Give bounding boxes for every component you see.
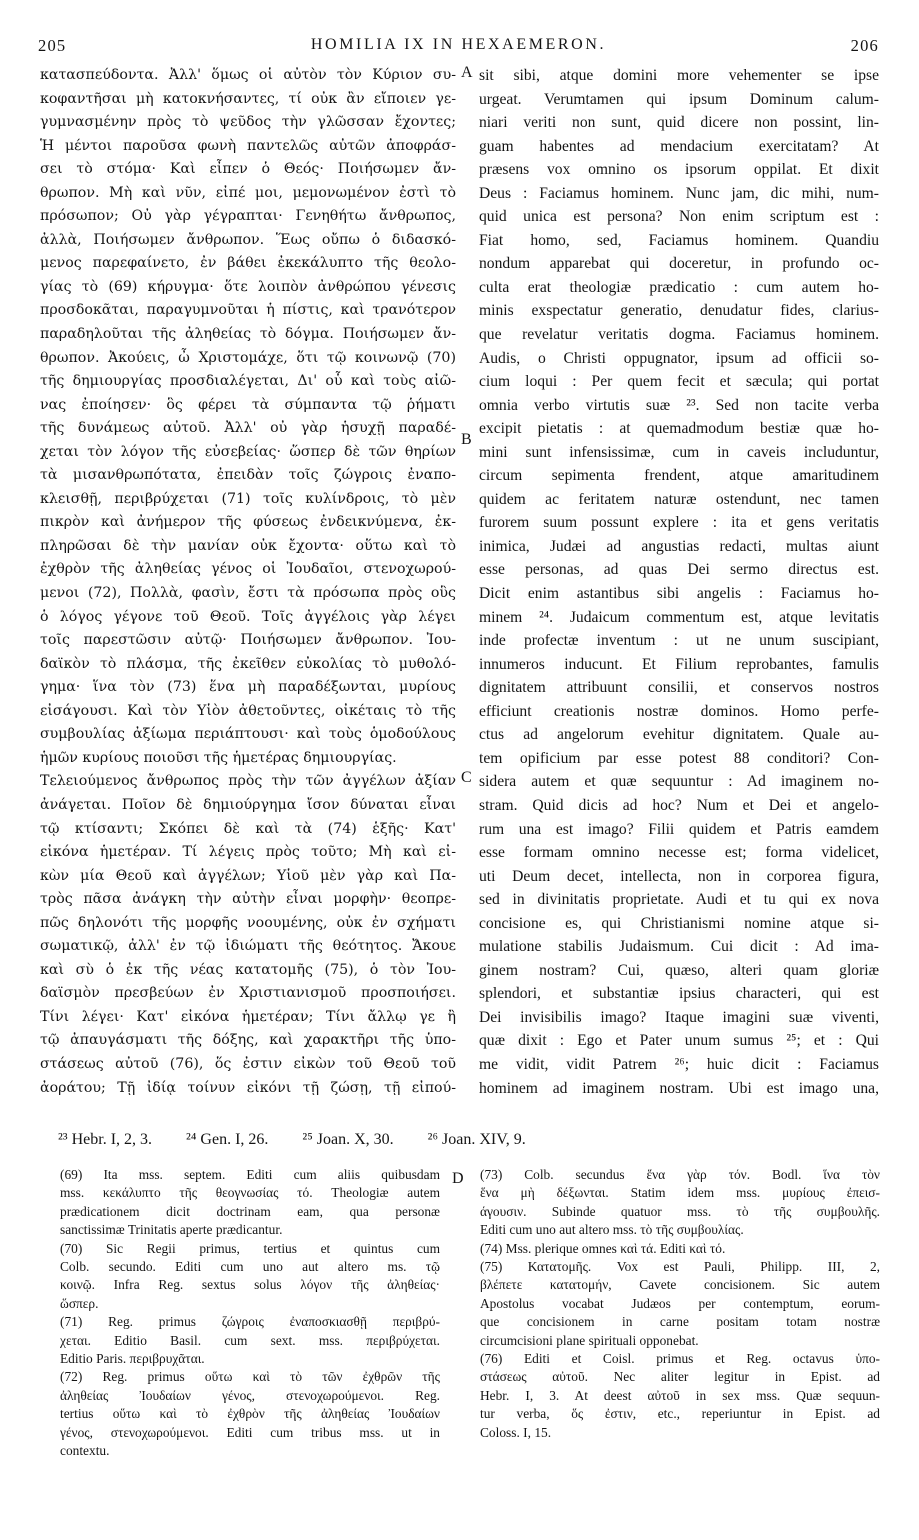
greek-text-line: τῆς δυνάμεως αὐτοῦ. Ἀλλ' οὐ γὰρ ἡσυχῇ παραδέ- xyxy=(40,420,456,437)
greek-text-line: εἰκόνα ἡμετέραν. Τί λέγεις πρὸς τοῦτο; Μὴ καὶ εἰ- xyxy=(40,844,456,861)
footnote-line: Colb. secundo. Editi cum uno aut altero ms. τῷ xyxy=(60,1259,440,1275)
scripture-ref-24: ²⁴ Gen. I, 26. xyxy=(186,1131,269,1148)
greek-text-line: στάσεως αὐτοῦ (76), ὅς ἐστιν εἰκὼν τοῦ Θεοῦ τοῦ xyxy=(40,1055,456,1072)
footnote-line: prædicationem dicit doctrinam eam, qua personæ xyxy=(60,1203,440,1219)
latin-text-line: Fiat homo, sed, Faciamus hominem. Quandiu xyxy=(479,231,879,249)
greek-text-line: κὼν μία Θεοῦ καὶ ἀγγέλων; Υἱοῦ μὲν γὰρ καὶ Πα- xyxy=(40,867,456,884)
latin-text-line: efficiunt creationis nostræ dominos. Homo perfe- xyxy=(479,702,879,720)
greek-text-line: νας ἐποίησεν· ὃς φέρει τὰ σύμπαντα τῷ ῥήματι xyxy=(40,396,456,413)
greek-text-line: χεται τὸν λόγον τῆς εὐσεβείας· ὥσπερ δὲ τῶν θηρίων xyxy=(40,443,456,460)
latin-text-line: me vidit, vidit Patrem ²⁶; huic dicit : Faciamus xyxy=(479,1055,879,1073)
footnotes-left xyxy=(60,1166,440,1461)
latin-text-line: nondum apparebat qui doceretur, in profundo oc- xyxy=(479,255,879,273)
footnote-line: tur verba, ὅς ἐστιν, etc., reperiuntur in Epist. ad xyxy=(480,1406,880,1422)
greek-text-line: ἐχθρὸν τῆς ἀληθείας γένος οἱ Ἰουδαῖοι, στενοχωρού- xyxy=(40,561,456,578)
section-marker-a: A xyxy=(461,64,473,81)
greek-text-line: συμβουλίας ἀξίωμα περιάπτουσι· καὶ τοὺς ὁμοδούλους xyxy=(40,726,456,743)
footnote-line: (72) Reg. primus οὕτω καὶ τὸ τῶν ἐχθρῶν τῆς xyxy=(60,1369,440,1385)
scripture-ref-26: ²⁶ Joan. XIV, 9. xyxy=(427,1131,526,1148)
greek-text-line: Τίνι λέγει· Κατ' εἰκόνα ἡμετέραν; Τίνι ἄλλῳ γε ἢ xyxy=(40,1008,456,1025)
latin-text-line: præsens vox omnino os ipsorum oppilat. Et dixit xyxy=(479,161,879,179)
latin-text-line: mini sunt infensissimæ, cum in caveis includuntur, xyxy=(479,443,879,461)
latin-text-line: quæ dixit : Ego et Pater unum sumus ²⁵; et : Qui xyxy=(479,1032,879,1050)
footnote-line: circumcisioni plane spirituali opponebat. xyxy=(480,1332,699,1348)
greek-text-line: τῷ ἀπαυγάσματι τῆς δόξης, καὶ χαρακτῆρι τῆς ὑπο- xyxy=(40,1032,456,1049)
greek-text-line: Ἡ μέντοι παροῦσα φωνὴ παντελῶς αὐτῶν ἀποφράσ- xyxy=(40,137,456,154)
latin-text-line: guam habentes ad mendacium exercitatam? At xyxy=(479,137,879,155)
latin-text-line: esse personas, ad quas Dei sermo directus est. xyxy=(479,561,879,579)
latin-text-line: Dicit enim astantibus sibi angelis : Faciamus ho- xyxy=(479,585,879,603)
greek-text-line: κοφαντῆσαι μὴ κατοκνήσαντες, τί οὐκ ἂν εἴποιεν γε- xyxy=(40,90,456,107)
footnote-line: Hebr. I, 3. At deest αὐτοῦ in sex mss. Quæ sequun- xyxy=(480,1387,880,1403)
greek-text-line: τοῖς παρεστῶσιν αὐτῷ· Ποιήσωμεν ἄνθρωπον. Ἰου- xyxy=(40,632,456,649)
greek-text-line: πληρῶσαι δὲ τὴν μανίαν οὐκ ἔχοντα· οὕτω καὶ τὸ xyxy=(40,537,456,554)
footnote-line: contextu. xyxy=(60,1443,110,1459)
footnote-line: στάσεως αὐτοῦ. Nec aliter legitur in Epist. ad xyxy=(480,1369,880,1385)
greek-text-line: θρωπον. Μὴ καὶ νῦν, εἰπέ μοι, μεμονωμένον ἐστὶ τὸ xyxy=(40,184,456,201)
greek-text-line: μενοι (72), Πολλὰ, φασὶν, ἔστι τὰ πρόσωπα πρὸς οὓς xyxy=(40,585,456,602)
footnote-line: (69) Ita mss. septem. Editi cum aliis quibusdam xyxy=(60,1167,440,1182)
scripture-references xyxy=(58,1131,879,1153)
greek-text-line: κατασπεύδοντα. Ἀλλ' ὅμως οἱ αὐτὸν τὸν Κύριον συ- xyxy=(40,67,456,83)
section-marker-d: D xyxy=(452,1170,464,1187)
greek-text-line: προσδοκᾶται, παραγυμνοῦται ἡ πίστις, καὶ τρανότερον xyxy=(40,302,456,319)
footnote-line: (73) Colb. secundus ἕνα γὰρ τόν. Bodl. ἵνα τὸν xyxy=(480,1167,880,1182)
greek-text-line: τῆς δημιουργίας προσδιαλέγεται, Δι' οὗ καὶ τοὺς αἰῶ- xyxy=(40,373,456,390)
footnote-line: que concisionem in carne positam totam nostræ xyxy=(480,1314,880,1330)
footnote-line: γένος, στενοχωρούμενοι. Editi cum tribus mss. ut in xyxy=(60,1424,440,1440)
latin-text-line: Dei invisibilis imago? Itaque imagini suæ viventi, xyxy=(479,1008,879,1026)
latin-text-line: quidem ac feritatem naturæ ostendunt, nec tamen xyxy=(479,490,879,508)
greek-text-line: δαϊσμὸν πρεσβεύων ἐν Χριστιανισμοῦ προσποιήσει. xyxy=(40,985,456,1002)
footnote-line: (70) Sic Regii primus, tertius et quintus cum xyxy=(60,1240,440,1256)
latin-text-line: ctus ad angelorum evehitur dignitatem. Quale au- xyxy=(479,726,879,744)
greek-text-line: τὰ μισανθρωπότατα, ἐπειδὰν τοῖς ζώγροις ἐναπο- xyxy=(40,467,456,484)
latin-text-line: culta erat theologiæ prædicatio : cum autem ho- xyxy=(479,278,879,296)
footnote-line: (76) Editi et Coisl. primus et Reg. octavus ὑπο- xyxy=(480,1351,880,1367)
latin-text-line: sidera autem et quæ sequuntur : Ad imaginem no- xyxy=(479,773,879,791)
latin-text-line: esse formam omnino necesse est; forma videlicet, xyxy=(479,844,879,862)
latin-text-line: innumeros inducunt. Et Filium reprobantes, famulis xyxy=(479,655,879,673)
latin-text-line: sed in divinitatis proprietate. Audi et tu qui ex nova xyxy=(479,891,879,909)
page-number-left: 205 xyxy=(38,36,67,55)
greek-text-line: πῶς δηλονότι τῆς μορφῆς νοουμένης, οὐκ ἐν σχήματι xyxy=(40,914,456,931)
greek-text-line: εἰσάγουσι. Καὶ τὸν Υἱὸν ἀθετοῦντες, οἰκέταις τὸ τῆς xyxy=(40,702,456,719)
footnote-line: ὥσπερ. xyxy=(60,1295,99,1311)
scripture-ref-25: ²⁵ Joan. X, 30. xyxy=(302,1131,394,1148)
latin-text-line: rum una est imago? Filii quidem et Patris eamdem xyxy=(479,820,879,838)
greek-text-line: κλεισθῇ, περιβρύχεται (71) τοῖς κυλίνδροις, τὸ μὲν xyxy=(40,490,456,507)
greek-text-line: δαϊκὸν τὸ πλάσμα, τῆς ἐκεῖθεν εὐκολίας τὸ μυθολό- xyxy=(40,655,456,672)
footnote-line: ἕνα μὴ δέξωνται. Statim idem mss. μυρίους ἐπεισ- xyxy=(480,1185,880,1201)
footnote-line: (75) Κατατομῆς. Vox est Pauli, Philipp. III, 2, xyxy=(480,1259,880,1275)
footnote-line: ἀληθείας Ἰουδαίων γένος, στενοχωρούμενοι. Reg. xyxy=(60,1387,440,1403)
greek-text-line: ἀοράτου; Τῇ ἰδίᾳ τοίνυν εἰκόνι τῇ ζώσῃ, τῇ εἰπού- xyxy=(40,1079,456,1096)
greek-text-line: καὶ σὺ ὁ ἐκ τῆς νέας κατατομῆς (75), ὁ τὸν Ἰου- xyxy=(40,961,456,978)
greek-text-line: γυμνασμένην πρὸς τὸ ψεῦδος τὴν γλῶσσαν ἔχοντες; xyxy=(40,114,456,131)
footnote-line: Coloss. I, 15. xyxy=(480,1424,552,1440)
latin-text-line: Deus : Faciamus hominem. Nunc jam, dic mihi, num- xyxy=(479,184,879,202)
latin-text-line: stram. Quid dicis ad hoc? Num et Dei et angelo- xyxy=(479,796,879,814)
latin-text-line: tem opificium par esse potest 88 conditori? Con- xyxy=(479,749,879,767)
latin-text-line: sit sibi, atque domini more vehementer se ipse xyxy=(479,67,879,84)
footnotes-right xyxy=(480,1166,880,1442)
footnote-line: (74) Mss. plerique omnes καὶ τά. Editi καὶ τό. xyxy=(480,1240,726,1256)
latin-text-line: excipit pietatis : at quemadmodum bestiæ quæ ho- xyxy=(479,420,879,438)
latin-text-line: que revelatur veritatis dogma. Faciamus hominem. xyxy=(479,326,879,344)
section-marker-c: C xyxy=(461,769,472,786)
greek-text-line: ἀλλὰ, Ποιήσωμεν ἄνθρωπον. Ἕως οὔπω ὁ διδασκό- xyxy=(40,231,456,248)
greek-text-line: θρωπον. Ἀκούεις, ὦ Χριστομάχε, ὅτι τῷ κοινωνῷ (70) xyxy=(40,349,456,366)
greek-text-line: σωματικῷ, ἀλλ' ἐν τῷ ἰδιώματι τῆς θεότητος. Ἄκουε xyxy=(40,938,456,955)
greek-text-line: γημα· ἵνα τὸν (73) ἕνα μὴ παραδέξωνται, μυρίους xyxy=(40,679,456,696)
latin-text-line: inde profectæ inventum : ut ne unum suscipiant, xyxy=(479,632,879,650)
footnote-line: χεται. Editio Basil. cum sext. mss. περιβρύχεται. xyxy=(60,1332,440,1348)
footnote-line: Editio Paris. περιβρυχᾶται. xyxy=(60,1351,205,1367)
greek-text-line: γίας τὸ (69) κήρυγμα· ὅτε λοιπὸν ἀνθρώπου γένεσις xyxy=(40,278,456,295)
latin-text-line: minem ²⁴. Judaicum commentum est, atque levitatis xyxy=(479,608,879,626)
latin-text-line: mulatione stabilis Judaismum. Cui dicit : Ad ima- xyxy=(479,938,879,956)
footnote-line: (71) Reg. primus ζώγροις ἐναποσκιασθῇ περιβρύ- xyxy=(60,1314,440,1330)
footnote-line: mss. κεκάλυπτο τῆς θεογνωσίας τό. Theologiæ autem xyxy=(60,1185,440,1201)
footnote-line: Editi cum uno aut altero mss. τὸ τῆς συμβουλίας. xyxy=(480,1222,744,1238)
latin-text-line: circum sepimenta frendent, atque amaritudinem xyxy=(479,467,879,485)
latin-text-line: splendori, et substantiæ ipsius characteri, qui est xyxy=(479,985,879,1003)
greek-text-line: ἡμῶν κυρίους ποιοῦσι τῆς ἡμετέρας δημιουργίας. xyxy=(40,749,397,766)
running-header xyxy=(38,36,879,60)
latin-text-line: concisione es, qui Christianismi nomine atque si- xyxy=(479,914,879,932)
page-number-right: 206 xyxy=(850,36,879,55)
footnote-line: άγουσιν. Subinde quatuor mss. τὸ τῆς συμβουλῆς. xyxy=(480,1203,880,1219)
footnote-line: κοινῷ. Infra Reg. sextus solus λόγον τῆς ἀληθείας· xyxy=(60,1277,440,1293)
latin-column xyxy=(479,64,879,1100)
latin-text-line: Audis, o Christi oppugnator, ipsum ad officii so- xyxy=(479,349,879,367)
greek-text-line: παραδηλοῦται τῆς ἀληθείας τὸ δόγμα. Ποιήσωμεν ἄν- xyxy=(40,326,456,343)
footnote-line: Apostolus vocabat Judæos per contemptum, eorum- xyxy=(480,1295,880,1311)
footnote-line: sanctissimæ Trinitatis aperte prædicantur. xyxy=(60,1222,283,1238)
greek-column xyxy=(40,64,456,1100)
greek-text-line: πικρὸν καὶ ἀνήμερον τῆς φύσεως ἐνδεικνύμενα, ἐκ- xyxy=(40,514,456,531)
latin-text-line: minis exspectatur generatio, denudatur fides, clarius- xyxy=(479,302,879,320)
greek-text-line: ἀνάγεται. Ποῖον δὲ δημιούργημα ἴσον δύναται εἶναι xyxy=(40,796,456,813)
footnote-line: tertius οὕτω καὶ τὸ ἐχθρὸν τῆς ἀληθείας Ἰουδαίων xyxy=(60,1406,440,1422)
section-marker-b: B xyxy=(461,431,472,448)
greek-text-line: σει τὸ στόμα· Καὶ εἶπεν ὁ Θεός· Ποιήσωμεν ἄν- xyxy=(40,161,456,178)
greek-text-line: Τελειούμενος ἄνθρωπος πρὸς τὴν τῶν ἀγγέλων ἀξίαν xyxy=(40,773,456,790)
greek-text-line: τῷ κτίσαντι; Σκόπει δὲ καὶ τὰ (74) ἑξῆς· Κατ' xyxy=(40,820,456,837)
latin-text-line: ginem nostram? Cui, quæso, alteri quam gloriæ xyxy=(479,961,879,979)
latin-text-line: niari veriti non sunt, quid dicere non possint, lin- xyxy=(479,114,879,132)
greek-text-line: πρόσωπον; Οὐ γὰρ γέγραπται· Γενηθήτω ἄνθρωπος, xyxy=(40,208,456,225)
latin-text-line: inimica, Judæi ad angustias redacti, multas aiunt xyxy=(479,537,879,555)
greek-text-line: ὁ λόγος γέγονε τοῦ Θεοῦ. Τοῖς ἀγγέλοις γὰρ λέγει xyxy=(40,608,456,625)
scripture-ref-23: ²³ Hebr. I, 2, 3. xyxy=(58,1131,153,1148)
latin-text-line: quid unica est persona? Non enim scriptum est : xyxy=(479,208,879,226)
latin-text-line: dignitatem attribuunt consilii, et conservos nostros xyxy=(479,679,879,697)
latin-text-line: cium loqui : Per quem fecit et sæcula; qui portat xyxy=(479,373,879,391)
running-title: HOMILIA IX IN HEXAEMERON. xyxy=(310,36,607,53)
footnote-line: βλέπετε κατατομήν, Cavete concisionem. Sic autem xyxy=(480,1277,880,1293)
latin-text-line: hominem ad imaginem nostram. Ubi est imago una, xyxy=(479,1079,879,1097)
latin-text-line: furorem suum possunt explere : ita et gens veritatis xyxy=(479,514,879,532)
greek-text-line: τρὸς πᾶσα ἀνάγκη τὴν αὐτὴν εἶναι μορφὴν· θεοπρε- xyxy=(40,891,456,908)
greek-text-line: μενος παρεφαίνετο, ἐν βάθει ἐκεκάλυπτο τῆς θεολο- xyxy=(40,255,456,272)
latin-text-line: urgeat. Verumtamen qui ipsum Dominum calum- xyxy=(479,90,879,108)
latin-text-line: uti Deum decet, intellecta, non in corporea figura, xyxy=(479,867,879,885)
latin-text-line: omnia verbo virtutis suæ ²³. Sed non tacite verba xyxy=(479,396,879,414)
